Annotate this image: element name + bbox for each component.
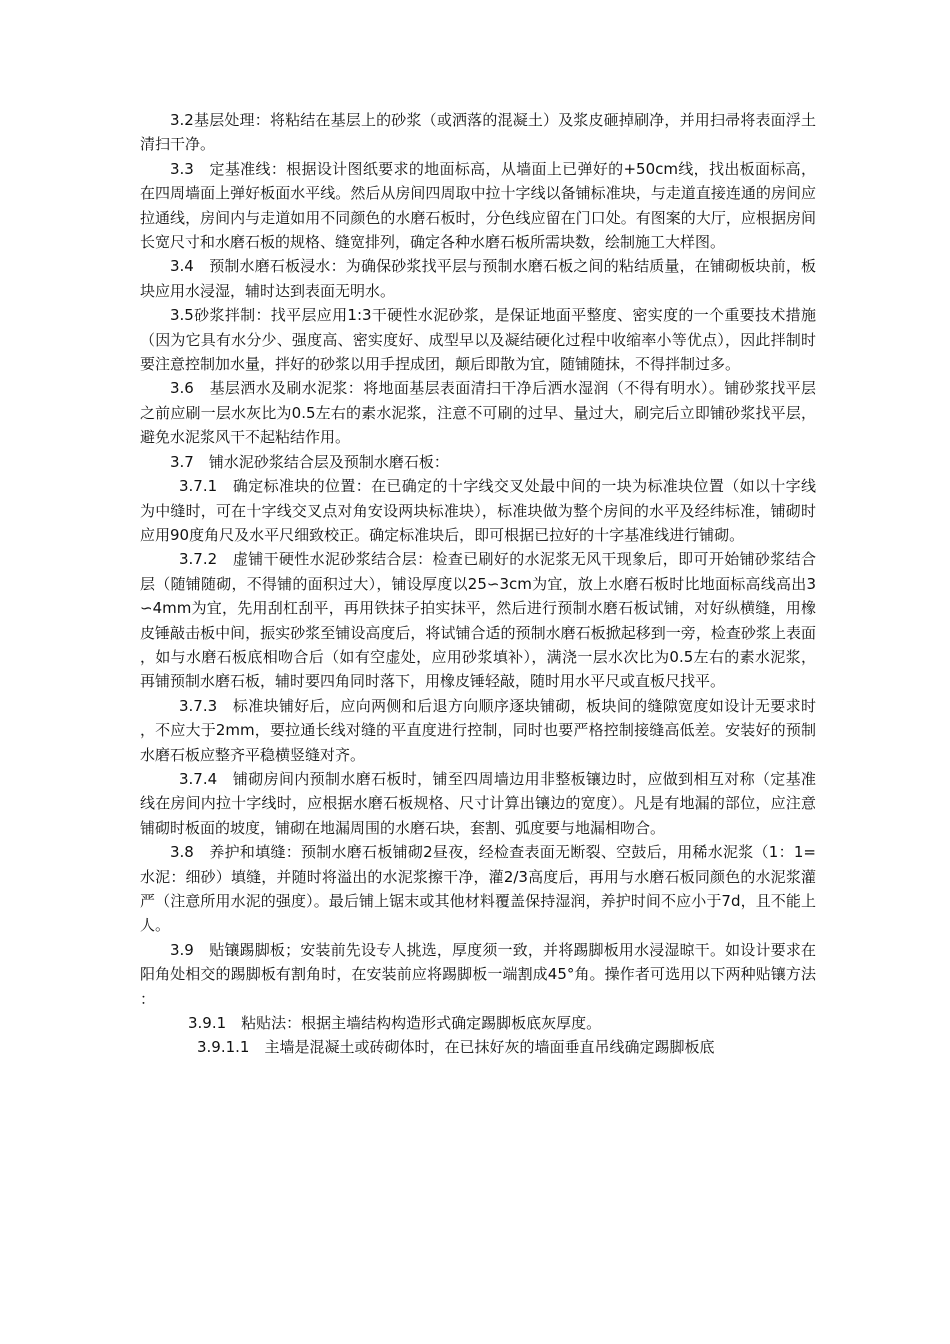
document-body (140, 108, 816, 1060)
paragraph-3-9-1-1: 3.9.1.1 主墙是混凝土或砖砌体时，在已抹好灰的墙面垂直吊线确定踢脚板底 (197, 1038, 715, 1057)
paragraph-3-7-3: 3.7.3 标准块铺好后，应向两侧和后退方向顺序逐块铺砌，板块间的缝隙宽度如设计无要求时，不应大于2mm，要拉通长线对缝的平直度进行控制，同时也要严格控制接缝高低差。安装好的预制水磨石板应整齐平稳横竖缝对齐。 (140, 696, 816, 764)
paragraph-3-9-1: 3.9.1 粘贴法：根据主墙结构构造形式确定踢脚板底灰厚度。 (188, 1014, 602, 1033)
paragraph-3-8: 3.8 养护和填缝：预制水磨石板铺砌2昼夜，经检查表面无断裂、空鼓后，用稀水泥浆（1：1=水泥：细砂）填缝，并随时将溢出的水泥浆擦干净，灌2/3高度后，再用与水磨石板同颜色的水泥浆灌严（注意所用水泥的强度）。最后铺上锯末或其他材料覆盖保持湿润，养护时间不应小于7d，且不能上人。 (140, 843, 816, 935)
paragraph-3-5: 3.5砂浆拌制：找平层应用1:3干硬性水泥砂浆，是保证地面平整度、密实度的一个重要技术措施（因为它具有水分少、强度高、密实度好、成型早以及凝结硬化过程中收缩率小等优点），因此拌制时要注意控制加水量，拌好的砂浆以用手捏成团，颠后即散为宜，随铺随抹，不得拌制过多。 (140, 306, 816, 374)
paragraph-3-4: 3.4 预制水磨石板浸水：为确保砂浆找平层与预制水磨石板之间的粘结质量，在铺砌板块前，板块应用水浸湿，辅时达到表面无明水。 (140, 257, 816, 300)
paragraph-3-2: 3.2基层处理：将粘结在基层上的砂浆（或洒落的混凝土）及浆皮砸掉刷净，并用扫帚将表面浮土清扫干净。 (140, 111, 816, 154)
paragraph-3-7: 3.7 铺水泥砂浆结合层及预制水磨石板： (170, 452, 449, 471)
paragraph-3-9: 3.9 贴镶踢脚板；安装前先设专人挑选，厚度须一致，并将踢脚板用水浸湿晾干。如设计要求在阳角处相交的踢脚板有割角时，在安装前应将踢脚板一端割成45°角。操作者可选用以下两种贴镶方法： (140, 940, 816, 1008)
paragraph-3-6: 3.6 基层洒水及刷水泥浆：将地面基层表面清扫干净后洒水湿润（不得有明水）。铺砂浆找平层之前应刷一层水灰比为0.5左右的素水泥浆，注意不可刷的过早、量过大，刷完后立即铺砂浆找平层，避免水泥浆风干不起粘结作用。 (140, 379, 816, 447)
paragraph-3-3: 3.3 定基准线：根据设计图纸要求的地面标高，从墙面上已弹好的+50cm线，找出板面标高，在四周墙面上弹好板面水平线。然后从房间四周取中拉十字线以备铺标准块，与走道直接连通的房间应拉通线，房间内与走道如用不同颜色的水磨石板时，分色线应留在门口处。有图案的大厅，应根据房间长宽尺寸和水磨石板的规格、缝宽排列，确定各种水磨石板所需块数，绘制施工大样图。 (140, 159, 816, 252)
paragraph-3-7-4: 3.7.4 铺砌房间内预制水磨石板时，铺至四周墙边用非整板镶边时，应做到相互对称（定基准线在房间内拉十字线时，应根据水磨石板规格、尺寸计算出镶边的宽度）。凡是有地漏的部位，应注意铺砌时板面的坡度，铺砌在地漏周围的水磨石块，套割、弧度要与地漏相吻合。 (140, 769, 816, 837)
paragraph-3-7-1: 3.7.1 确定标准块的位置：在已确定的十字线交叉处最中间的一块为标准块位置（如以十字线为中缝时，可在十字线交叉点对角安设两块标准块），标准块做为整个房间的水平及经纬标准，铺砌时应用90度角尺及水平尺细致校正。确定标准块后，即可根据已拉好的十字基准线进行铺砌。 (140, 477, 816, 544)
paragraph-3-7-2: 3.7.2 虚铺干硬性水泥砂浆结合层：检查已刷好的水泥浆无风干现象后，即可开始铺砂浆结合层（随铺随砌，不得铺的面积过大），铺设厚度以25∽3cm为宜，放上水磨石板时比地面标高线高出3∽4mm为宜，先用刮杠刮平，再用铁抹子拍实抹平，然后进行预制水磨石板试铺，对好纵横缝，用橡皮锤敲击板中间，振实砂浆至铺设高度后，将试铺合适的预制水磨石板掀起移到一旁，检查砂浆上表面，如与水磨石板底相吻合后（如有空虚处，应用砂浆填补），满浇一层水次比为0.5左右的素水泥浆，再铺预制水磨石板，辅时要四角同时落下，用橡皮锤轻敲，随时用水平尺或直板尺找平。 (140, 550, 816, 691)
